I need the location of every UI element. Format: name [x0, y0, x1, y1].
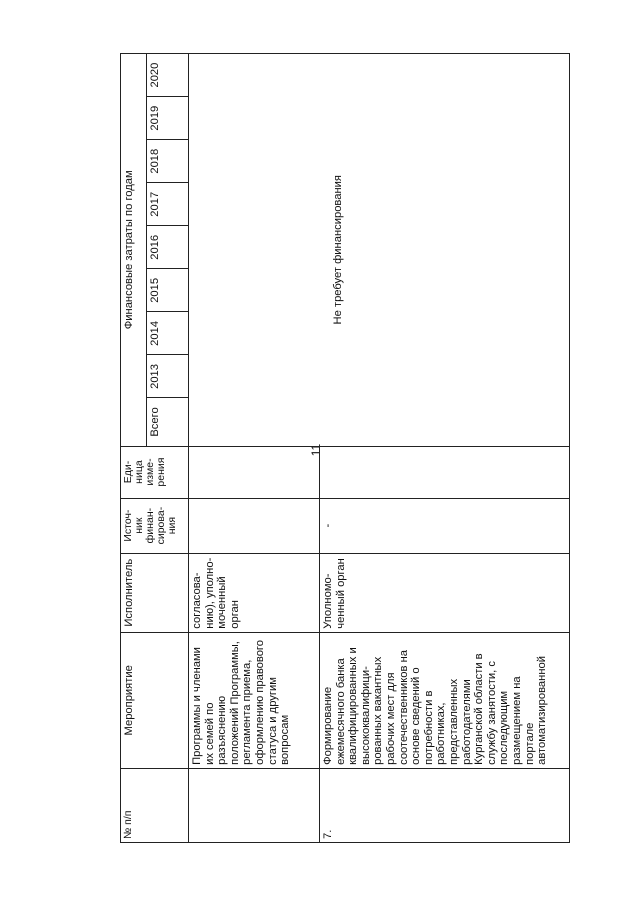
row-activity: Формирование ежемесячного банка квалифицированных и высококвалифици-рованных вакантных рабочих мест для соотечественников на основе сведений о потребности в работниках, представленных работодателями Курганской области в службу занятости, с последующим размещением на портале автоматизированной — [320, 632, 570, 768]
header-year-2019: 2019 — [147, 97, 189, 140]
activities-table — [120, 53, 570, 843]
header-activity: Мероприятие — [121, 632, 189, 768]
header-year-2017: 2017 — [147, 183, 189, 226]
header-financial: Финансовые затраты по годам — [121, 54, 147, 447]
row-source — [189, 498, 320, 553]
header-year-2018: 2018 — [147, 140, 189, 183]
row-num — [189, 768, 320, 842]
header-year-2020: 2020 — [147, 54, 189, 97]
table-row — [189, 54, 320, 843]
header-year-2016: 2016 — [147, 226, 189, 269]
header-total: Всего — [147, 398, 189, 446]
page-number: 11 — [309, 443, 324, 457]
row-executor: согласова-нию), уполно-моченный орган — [189, 553, 320, 632]
row-unit — [320, 446, 570, 498]
row-unit — [189, 446, 320, 498]
header-year-2014: 2014 — [147, 312, 189, 355]
header-unit: Еди-ница изме-рения — [121, 446, 189, 498]
header-source: Источ-ник финан-сирова-ния — [121, 498, 189, 553]
row-activity: Программы и членами их семей по разъяснению положений Программы, регламента приема, оформлению правового статуса и другим вопросам — [189, 632, 320, 768]
row-source: - — [320, 498, 570, 553]
header-year-2013: 2013 — [147, 355, 189, 398]
header-executor: Исполнитель — [121, 553, 189, 632]
row-num: 7. — [320, 768, 570, 842]
header-year-2015: 2015 — [147, 269, 189, 312]
rotated-table-container — [120, 53, 575, 843]
header-num: № п/п — [121, 768, 189, 842]
no-funding-text: Не требует финансирования — [332, 175, 344, 325]
no-funding-cell — [189, 54, 570, 447]
row-executor: Уполномо-ченный орган — [320, 553, 570, 632]
